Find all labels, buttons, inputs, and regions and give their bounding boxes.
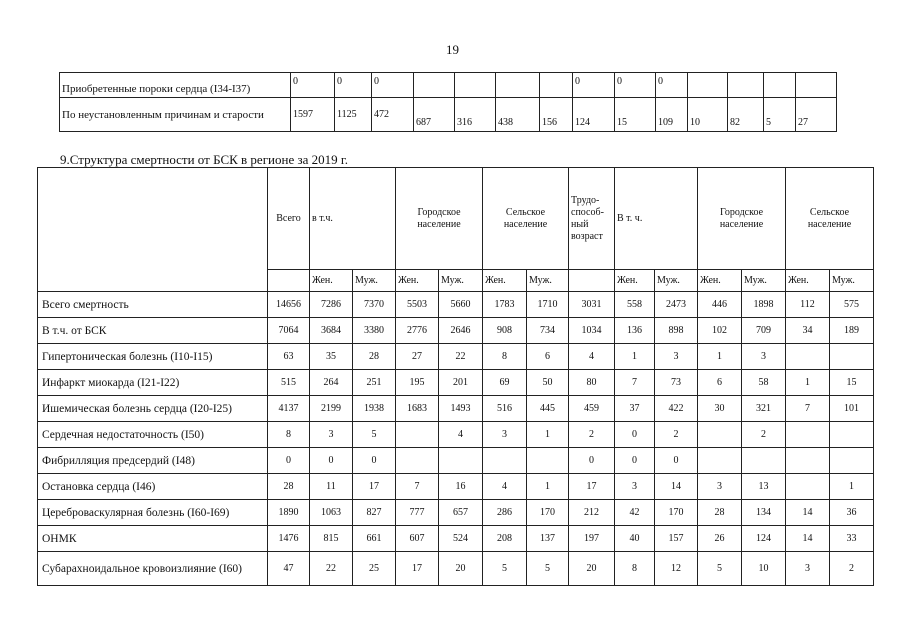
row-label: Всего смертность [38, 292, 268, 318]
header-rural2: Сельское население [786, 168, 874, 270]
table-row [38, 292, 874, 318]
table-cell [786, 422, 830, 448]
table-cell: 1890 [268, 500, 310, 526]
table-cell: 422 [655, 396, 698, 422]
table-cell: 1898 [742, 292, 786, 318]
main-table [37, 167, 874, 586]
table-row [38, 344, 874, 370]
table-cell [439, 448, 483, 474]
table-row [38, 318, 874, 344]
table-cell: 1938 [353, 396, 396, 422]
table-row [38, 474, 874, 500]
table-cell: 28 [698, 500, 742, 526]
table-cell: 42 [615, 500, 655, 526]
cell: 1125 [335, 98, 372, 132]
top-table [59, 72, 837, 132]
header-urban2: Городское население [698, 168, 786, 270]
table-cell: 5 [483, 552, 527, 586]
header-incl2: В т. ч. [615, 168, 698, 270]
table-row [38, 448, 874, 474]
table-cell: 908 [483, 318, 527, 344]
subheader-cell: Жен. [483, 270, 527, 292]
table-cell: 13 [742, 474, 786, 500]
cell: 156 [540, 98, 573, 132]
subheader-cell: Жен. [310, 270, 353, 292]
table-cell [742, 448, 786, 474]
table-cell: 0 [353, 448, 396, 474]
cell: 15 [615, 98, 656, 132]
table-cell: 1034 [569, 318, 615, 344]
row-label: Фибрилляция предсердий (I48) [38, 448, 268, 474]
subheader-cell: Муж. [830, 270, 874, 292]
header-label-cell [38, 168, 268, 292]
table-cell: 3380 [353, 318, 396, 344]
cell [764, 73, 796, 98]
table-cell: 40 [615, 526, 655, 552]
table-cell: 5660 [439, 292, 483, 318]
table-cell: 524 [439, 526, 483, 552]
table-cell: 4 [483, 474, 527, 500]
table-cell: 34 [786, 318, 830, 344]
row-label: Сердечная недостаточность (I50) [38, 422, 268, 448]
table-cell: 2199 [310, 396, 353, 422]
table-cell: 575 [830, 292, 874, 318]
table-cell: 3 [615, 474, 655, 500]
table-cell [396, 422, 439, 448]
table-cell: 1783 [483, 292, 527, 318]
table-cell: 459 [569, 396, 615, 422]
cell: 0 [291, 73, 335, 98]
table-cell: 657 [439, 500, 483, 526]
table-cell: 208 [483, 526, 527, 552]
table-cell: 7064 [268, 318, 310, 344]
cell: 82 [728, 98, 764, 132]
cell: 0 [615, 73, 656, 98]
table-cell: 73 [655, 370, 698, 396]
table-row [60, 73, 837, 98]
table-cell: 20 [439, 552, 483, 586]
table-cell: 7 [786, 396, 830, 422]
cell: 316 [455, 98, 496, 132]
table-cell: 20 [569, 552, 615, 586]
table-cell: 0 [310, 448, 353, 474]
subheader-empty [268, 270, 310, 292]
row-label: Гипертоническая болезнь (I10-I15) [38, 344, 268, 370]
cell: 124 [573, 98, 615, 132]
table-cell: 1063 [310, 500, 353, 526]
table-cell: 7 [396, 474, 439, 500]
row-label: Инфаркт миокарда (I21-I22) [38, 370, 268, 396]
table-cell: 446 [698, 292, 742, 318]
table-cell: 170 [527, 500, 569, 526]
table-cell: 17 [353, 474, 396, 500]
table-cell: 26 [698, 526, 742, 552]
cell [540, 73, 573, 98]
header-rural: Сельское население [483, 168, 569, 270]
table-cell: 2646 [439, 318, 483, 344]
table-cell: 14 [655, 474, 698, 500]
table-cell: 5 [527, 552, 569, 586]
table-cell: 14656 [268, 292, 310, 318]
table-cell: 777 [396, 500, 439, 526]
subheader-cell: Жен. [615, 270, 655, 292]
cell: 472 [372, 98, 414, 132]
table-cell: 101 [830, 396, 874, 422]
table-cell: 0 [655, 448, 698, 474]
row-label: ОНМК [38, 526, 268, 552]
table-cell: 7 [615, 370, 655, 396]
table-cell: 2 [742, 422, 786, 448]
table-cell: 124 [742, 526, 786, 552]
table-cell: 80 [569, 370, 615, 396]
table-cell: 14 [786, 526, 830, 552]
table-cell: 1 [830, 474, 874, 500]
subheader-cell: Муж. [527, 270, 569, 292]
cell [796, 73, 837, 98]
table-cell: 10 [742, 552, 786, 586]
table-cell: 1 [527, 474, 569, 500]
table-cell: 7370 [353, 292, 396, 318]
table-cell: 3 [310, 422, 353, 448]
table-cell: 516 [483, 396, 527, 422]
table-cell: 4 [439, 422, 483, 448]
cell: 27 [796, 98, 837, 132]
table-row [38, 500, 874, 526]
cell [455, 73, 496, 98]
table-cell: 1683 [396, 396, 439, 422]
table-cell: 28 [353, 344, 396, 370]
table-cell: 321 [742, 396, 786, 422]
table-cell: 3684 [310, 318, 353, 344]
table-cell: 16 [439, 474, 483, 500]
table-cell: 445 [527, 396, 569, 422]
table-cell: 33 [830, 526, 874, 552]
table-cell: 212 [569, 500, 615, 526]
table-cell: 14 [786, 500, 830, 526]
header-total: Всего [268, 168, 310, 270]
table-cell: 47 [268, 552, 310, 586]
cell: 0 [656, 73, 688, 98]
table-cell: 197 [569, 526, 615, 552]
table-cell: 136 [615, 318, 655, 344]
table-cell: 63 [268, 344, 310, 370]
subheader-cell: Муж. [655, 270, 698, 292]
cell [414, 73, 455, 98]
table-cell: 709 [742, 318, 786, 344]
cell [728, 73, 764, 98]
subheader-cell: Жен. [786, 270, 830, 292]
table-cell: 22 [310, 552, 353, 586]
table-cell: 6 [527, 344, 569, 370]
table-cell: 5503 [396, 292, 439, 318]
table-cell: 35 [310, 344, 353, 370]
table-cell: 607 [396, 526, 439, 552]
table-cell: 8 [483, 344, 527, 370]
table-cell: 2 [569, 422, 615, 448]
cell: 687 [414, 98, 455, 132]
table-cell: 1 [698, 344, 742, 370]
table-cell: 1 [527, 422, 569, 448]
table-cell: 0 [268, 448, 310, 474]
row-label: Остановка сердца (I46) [38, 474, 268, 500]
subheader-empty [569, 270, 615, 292]
table-cell [396, 448, 439, 474]
table-row [38, 552, 874, 586]
table-cell: 4 [569, 344, 615, 370]
table-cell: 4137 [268, 396, 310, 422]
table-cell: 0 [569, 448, 615, 474]
page-number: 19 [446, 42, 459, 57]
table-cell: 5 [698, 552, 742, 586]
table-cell [698, 448, 742, 474]
header-incl: в т.ч. [310, 168, 396, 270]
table-cell: 157 [655, 526, 698, 552]
table-cell: 137 [527, 526, 569, 552]
table-row [38, 370, 874, 396]
table-cell: 189 [830, 318, 874, 344]
row-label: В т.ч. от БСК [38, 318, 268, 344]
cell: 1597 [291, 98, 335, 132]
cell: 0 [372, 73, 414, 98]
table-cell [527, 448, 569, 474]
table-cell [830, 344, 874, 370]
table-cell: 515 [268, 370, 310, 396]
table-cell: 27 [396, 344, 439, 370]
table-cell: 195 [396, 370, 439, 396]
cell: 109 [656, 98, 688, 132]
subheader-cell: Муж. [353, 270, 396, 292]
table-cell: 2473 [655, 292, 698, 318]
cell: 438 [496, 98, 540, 132]
table-cell [830, 448, 874, 474]
table-cell: 134 [742, 500, 786, 526]
cell [688, 73, 728, 98]
row-label: Ишемическая болезнь сердца (I20-I25) [38, 396, 268, 422]
table-cell: 2 [655, 422, 698, 448]
table-cell: 898 [655, 318, 698, 344]
header-row [38, 168, 874, 270]
table-cell: 170 [655, 500, 698, 526]
table-cell: 30 [698, 396, 742, 422]
table-cell: 25 [353, 552, 396, 586]
table-cell: 8 [615, 552, 655, 586]
table-row [38, 422, 874, 448]
table-cell: 102 [698, 318, 742, 344]
table-cell [483, 448, 527, 474]
table-cell: 12 [655, 552, 698, 586]
section-title: 9.Структура смертности от БСК в регионе за 2019 г. [60, 152, 348, 167]
table-cell: 1493 [439, 396, 483, 422]
table-cell: 3 [742, 344, 786, 370]
subheader-cell: Муж. [742, 270, 786, 292]
table-cell: 37 [615, 396, 655, 422]
table-cell: 7286 [310, 292, 353, 318]
cell [496, 73, 540, 98]
table-cell: 2776 [396, 318, 439, 344]
table-cell: 1 [786, 370, 830, 396]
table-cell [786, 344, 830, 370]
table-cell: 3031 [569, 292, 615, 318]
table-cell: 8 [268, 422, 310, 448]
table-cell: 251 [353, 370, 396, 396]
table-cell: 0 [615, 448, 655, 474]
row-label: Субарахноидальное кровоизлияние (I60) [38, 552, 268, 586]
table-cell: 58 [742, 370, 786, 396]
table-cell: 827 [353, 500, 396, 526]
table-cell: 3 [483, 422, 527, 448]
subheader-cell: Жен. [396, 270, 439, 292]
table-cell: 22 [439, 344, 483, 370]
table-cell [786, 448, 830, 474]
table-cell: 112 [786, 292, 830, 318]
table-cell: 3 [655, 344, 698, 370]
header-working-age: Трудо-способ-ный возраст [569, 168, 615, 270]
table-cell: 286 [483, 500, 527, 526]
table-cell: 28 [268, 474, 310, 500]
table-cell [698, 422, 742, 448]
table-cell: 3 [698, 474, 742, 500]
row-label: Приобретенные пороки сердца (I34-I37) [60, 73, 291, 98]
table-cell: 661 [353, 526, 396, 552]
table-cell: 17 [569, 474, 615, 500]
table-cell: 69 [483, 370, 527, 396]
table-cell: 50 [527, 370, 569, 396]
table-cell: 36 [830, 500, 874, 526]
table-cell: 1710 [527, 292, 569, 318]
main-table-body [38, 292, 874, 586]
table-cell: 264 [310, 370, 353, 396]
table-cell: 2 [830, 552, 874, 586]
row-label: Цереброваскулярная болезнь (I60-I69) [38, 500, 268, 526]
table-cell: 558 [615, 292, 655, 318]
cell: 5 [764, 98, 796, 132]
subheader-cell: Жен. [698, 270, 742, 292]
table-cell: 0 [615, 422, 655, 448]
table-cell: 5 [353, 422, 396, 448]
table-cell: 11 [310, 474, 353, 500]
table-cell: 3 [786, 552, 830, 586]
table-row [38, 526, 874, 552]
cell: 0 [335, 73, 372, 98]
table-cell: 17 [396, 552, 439, 586]
table-cell: 815 [310, 526, 353, 552]
table-cell: 15 [830, 370, 874, 396]
table-cell: 1476 [268, 526, 310, 552]
table-row [38, 396, 874, 422]
table-cell: 6 [698, 370, 742, 396]
table-cell [830, 422, 874, 448]
table-cell: 734 [527, 318, 569, 344]
table-row [60, 98, 837, 132]
header-urban: Городское население [396, 168, 483, 270]
row-label: По неустановленным причинам и старости [60, 98, 291, 132]
table-cell: 1 [615, 344, 655, 370]
table-cell: 201 [439, 370, 483, 396]
cell: 10 [688, 98, 728, 132]
subheader-cell: Муж. [439, 270, 483, 292]
table-cell [786, 474, 830, 500]
cell: 0 [573, 73, 615, 98]
